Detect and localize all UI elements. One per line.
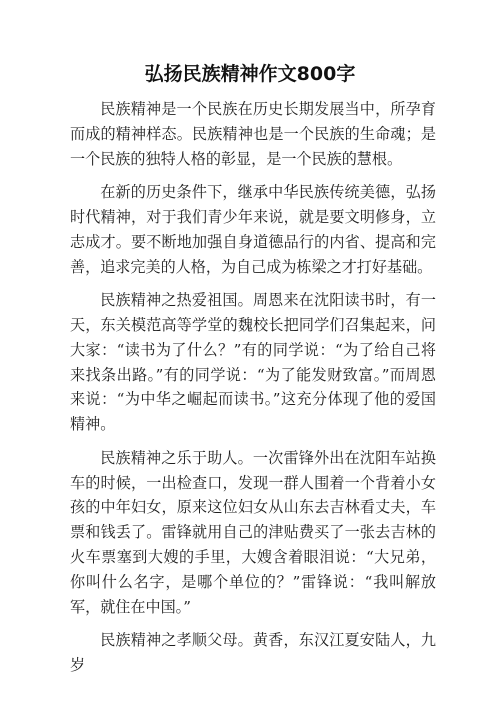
paragraph-helping-others: 民族精神之乐于助人。一次雷锋外出在沈阳车站换车的时候，一出检查口，发现一群人围着一个背着小女孩的中年妇女，原来这位妇女从山东去吉林看丈夫，车票和钱丢了。雷锋就用自己的津贴费买了一张去吉林的火车票塞到大嫂的手里，大嫂含着眼泪说：“大兄弟，你叫什么名字，是哪个单位的？”雷锋说：“我叫解放军，就住在中国。” [70,448,436,616]
paragraph-national-spirit-definition: 民族精神是一个民族在历史长期发展当中，所孕育而成的精神样态。民族精神也是一个民族的生命魂；是一个民族的独特人格的彰显，是一个民族的慧根。 [70,100,436,168]
document-body [70,97,436,687]
paragraph-filial-piety: 民族精神之孝顺父母。黄香，东汉江夏安陆人，九岁 [70,631,436,674]
paragraph-love-of-country: 民族精神之热爱祖国。周恩来在沈阳读书时，有一天，东关模范高等学堂的魏校长把同学们召集起来，问大家：“读书为了什么？”有的同学说：“为了给自己将来找条出路。”有的同学说：“为了能发财致富。”而周恩来说：“为中华之崛起而读书。”这充分体现了他的爱国精神。 [70,291,436,434]
paragraph-youth-responsibility: 在新的历史条件下，继承中华民族传统美德，弘扬时代精神，对于我们青少年来说，就是要文明修身，立志成才。要不断地加强自身道德品行的内省、提高和完善，追求完美的人格，为自己成为栋梁之才打好基础。 [70,183,436,276]
document-title: 弘扬民族精神作文800字 [144,63,356,85]
